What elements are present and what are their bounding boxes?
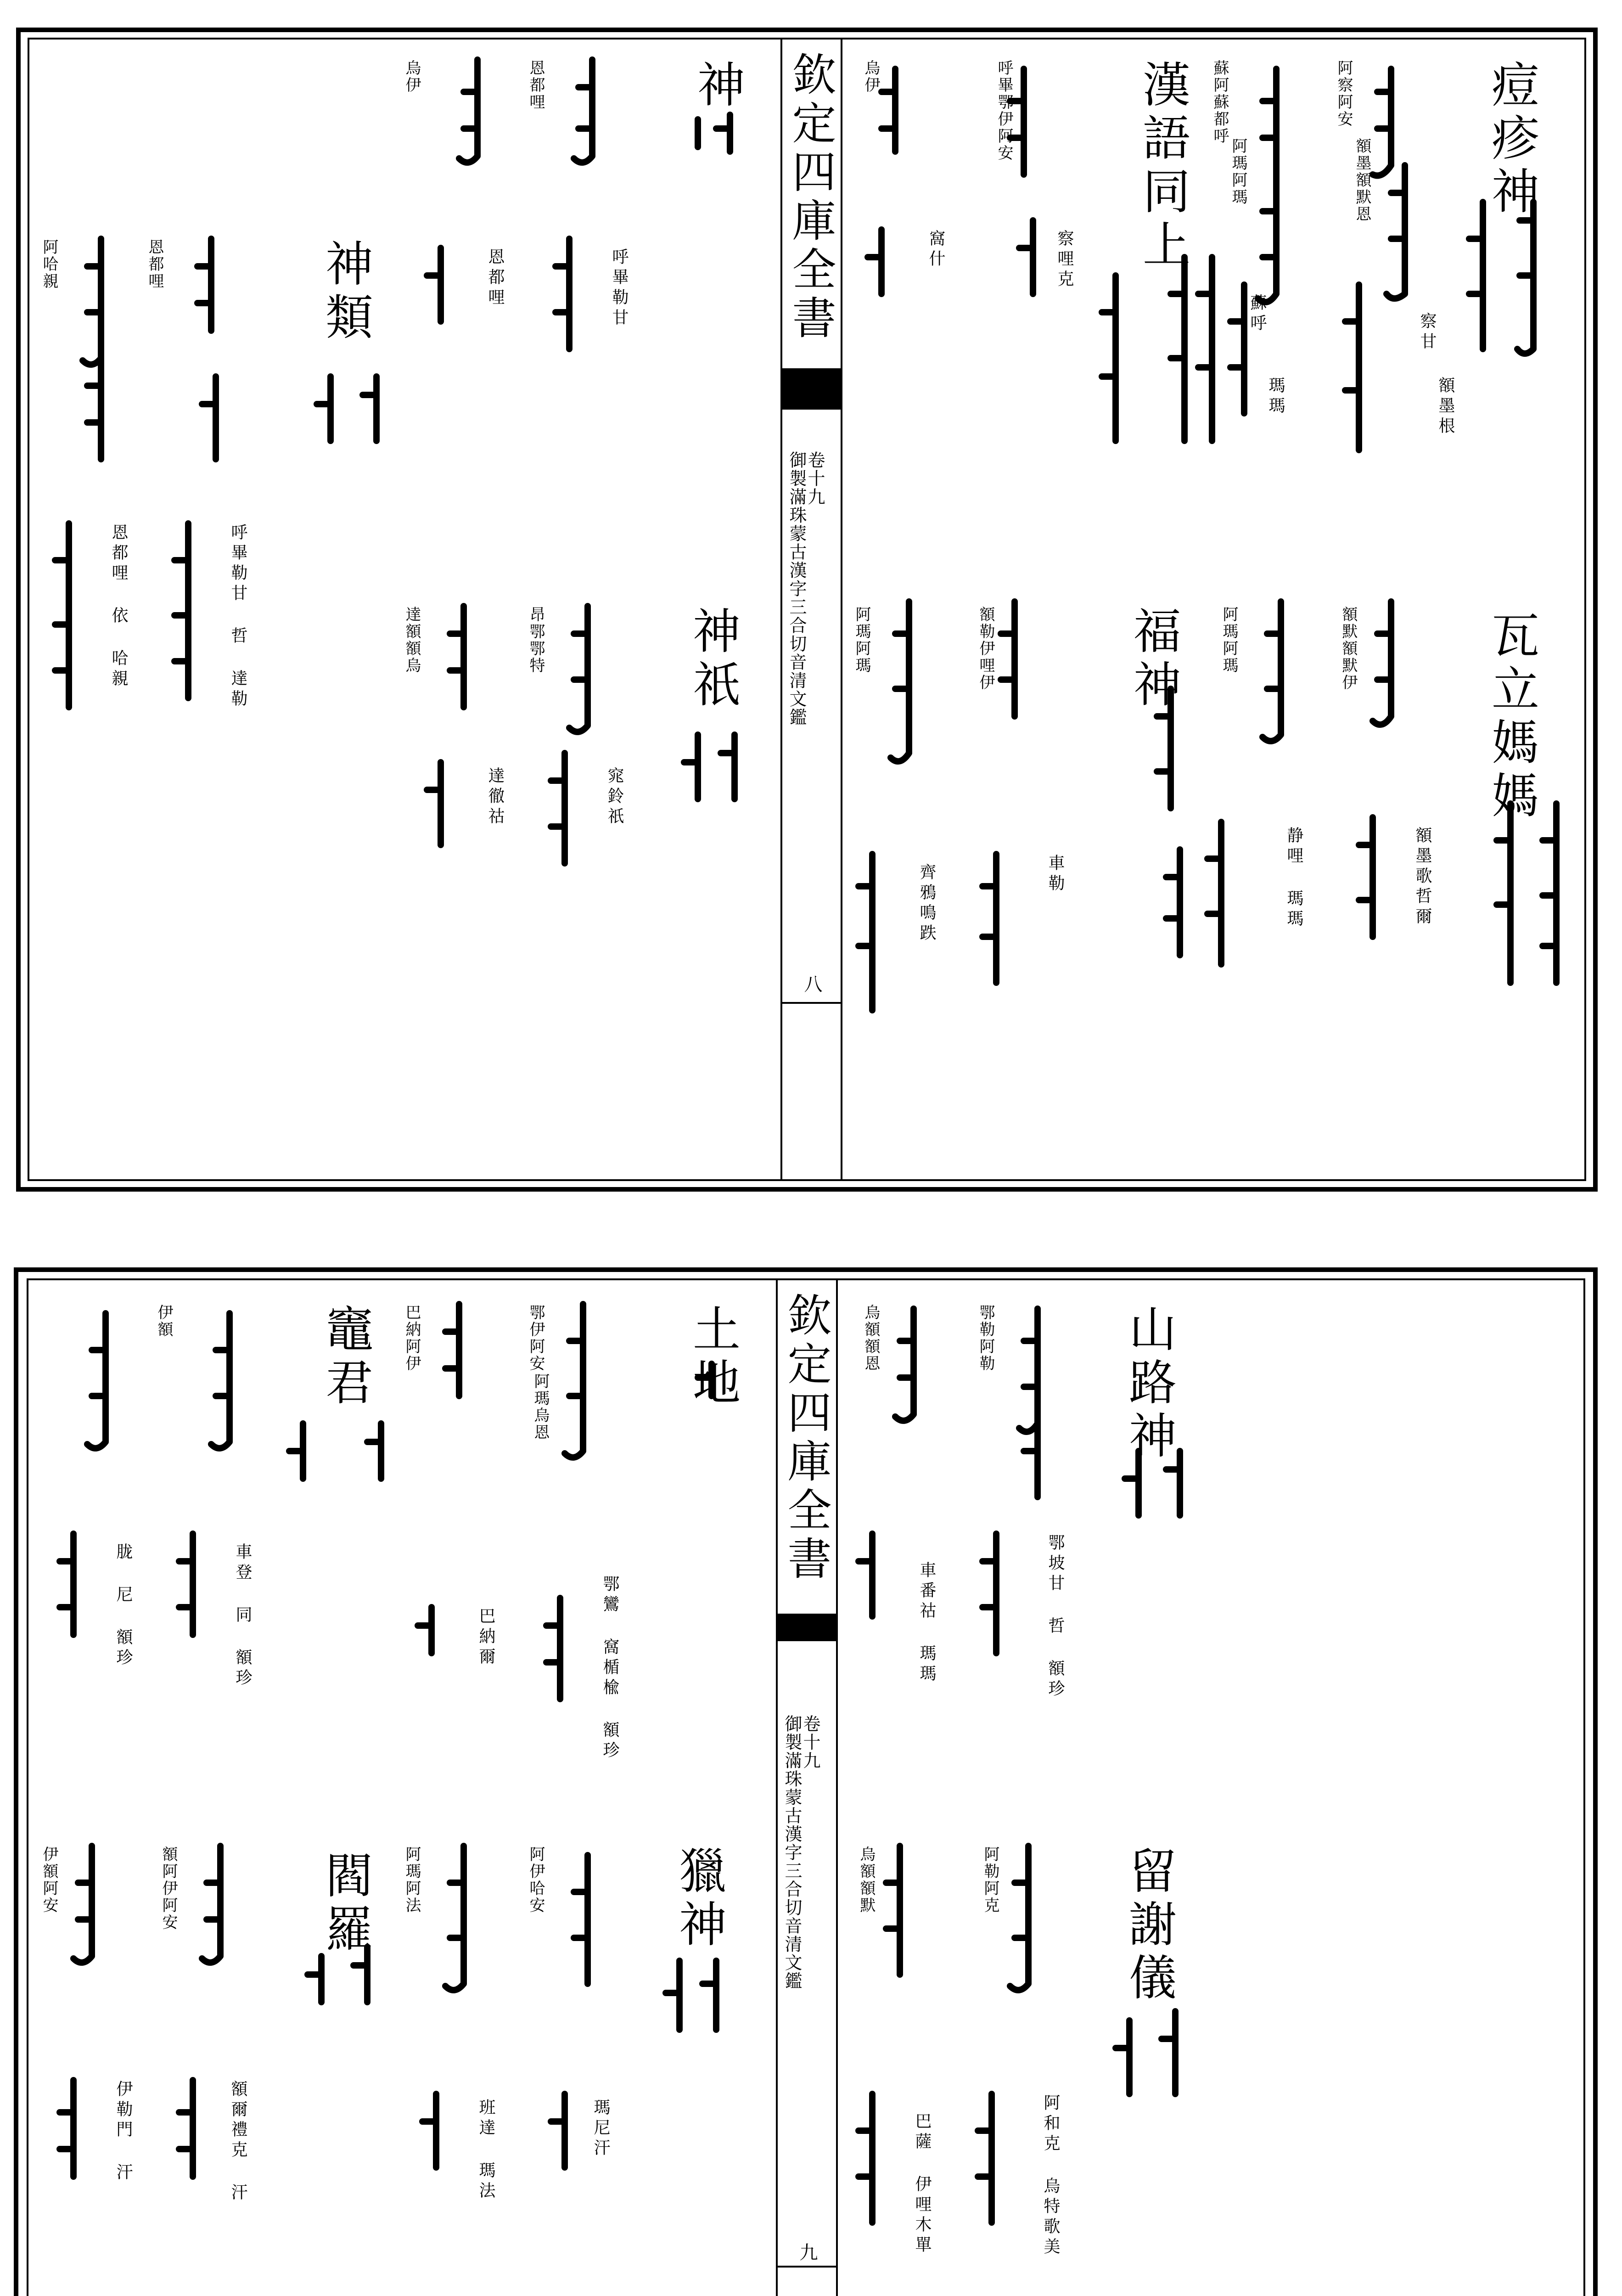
translit-1: 阿察阿安 [1335, 60, 1353, 128]
translit-1: 鄂伊阿安 [527, 1304, 545, 1372]
translit-2: 阿哈親 [40, 239, 58, 290]
translit-1: 阿伊哈安 [527, 1846, 545, 1914]
headword: 神類 [317, 239, 373, 345]
translit-2: 烏額額默 [857, 1846, 876, 1914]
gutter-chapter: 卷十九 [805, 451, 825, 506]
reading-1: 阿和克 烏特歌美 [1041, 2094, 1060, 2258]
translit-2: 額墨額默恩 [1353, 138, 1371, 223]
reading-1: 車勒 [1046, 854, 1065, 895]
reading-1: 察甘 [1418, 312, 1437, 353]
gutter-book-title: 御製滿珠蒙古漢字三合切音清文鑑 [782, 1715, 802, 1990]
gutter-folio: 九 [797, 2243, 818, 2261]
reading-2: 窩什 [926, 230, 945, 270]
headword: 留謝儀 [1121, 1846, 1177, 2006]
reading-2: 達徹祜 [486, 767, 505, 827]
bottom-spread [0, 1240, 1622, 2296]
reading-1: 察哩克 [1055, 230, 1074, 290]
headword: 閻羅 [317, 1851, 373, 1957]
translit-1: 額阿伊阿安 [159, 1846, 178, 1931]
headword: 福神 [1125, 606, 1181, 713]
reading-2: 恩都哩 依 哈親 [109, 523, 128, 690]
reading-1: 瑪尼汗 [591, 2099, 610, 2159]
gutter-folio: 八 [801, 974, 822, 993]
translit-1: 昂鄂鄂特 [527, 606, 545, 674]
gutter-volume-title: 欽定四庫全書 [785, 51, 836, 343]
translit-1: 巴納阿伊 [403, 1304, 421, 1372]
translit-1: 阿勒阿克 [981, 1846, 999, 1914]
headword: 瓦立媽媽 [1483, 611, 1539, 824]
translit-2: 達額額烏 [403, 606, 421, 674]
translit-2: 伊額 [155, 1304, 173, 1338]
reading-2: 巴納爾 [477, 1607, 495, 1668]
gutter-volume-title: 欽定四庫全書 [780, 1292, 832, 1584]
translit-2: 阿瑪烏恩 [531, 1373, 550, 1441]
reading-2: 齊鴉鳴跌 [917, 863, 936, 944]
translit-1: 蘇阿蘇都呼 [1211, 60, 1229, 145]
reading-1: 鄂坡甘 哲 額珍 [1046, 1534, 1065, 1700]
reading-2: 巴薩 伊哩木單 [913, 2112, 932, 2256]
reading-2: 恩都哩 [486, 248, 505, 309]
translit-1: 鄂勒阿勒 [977, 1304, 995, 1372]
reading-2: 班達 瑪法 [477, 2099, 495, 2202]
translit-2: 烏伊 [403, 60, 421, 94]
translit-1: 額默額默伊 [1339, 606, 1358, 691]
reading-1: 額爾禮克 汗 [229, 2080, 247, 2204]
script-strokes-bottom [0, 1240, 1622, 2296]
headword: 漢語同上 [1134, 60, 1190, 273]
translit-2: 烏伊 [862, 60, 880, 94]
translit-1: 恩都哩 [527, 60, 545, 111]
headword: 獵神 [671, 1846, 727, 1953]
reading-1: 額墨歌哲爾 [1413, 827, 1432, 928]
headword: 竈君 [317, 1304, 373, 1411]
reading-1: 呼畢勒甘 哲 達勒 [229, 523, 247, 710]
reading-1: 蘇呼 [1248, 294, 1267, 334]
headword: 山路神 [1121, 1304, 1177, 1464]
headword: 神 [689, 60, 745, 113]
translit-2: 阿瑪阿瑪 [1220, 606, 1238, 674]
translit-1: 呼畢鄂伊阿安 [995, 60, 1013, 162]
gutter-book-title: 御製滿珠蒙古漢字三合切音清文鑑 [786, 451, 807, 726]
translit-2: 烏額額恩 [862, 1304, 880, 1372]
translit-1: 恩都哩 [146, 239, 164, 290]
headword: 神祇 [685, 606, 741, 713]
reading-2: 胧 尼 額珍 [114, 1543, 133, 1669]
reading-1: 窕鈴祇 [605, 767, 624, 827]
reading-1: 呼畢勒甘 [610, 248, 629, 329]
translit-2: 阿瑪阿瑪 [853, 606, 871, 674]
translit-2: 伊額阿安 [40, 1846, 58, 1914]
translit-2: 阿瑪阿法 [403, 1846, 421, 1914]
headword: 痘疹神 [1483, 60, 1539, 219]
gutter-chapter: 卷十九 [800, 1715, 820, 1770]
reading-1: 車登 同 額珍 [233, 1543, 252, 1689]
reading-1: 鄂鸞 窩楯楡 額珍 [601, 1575, 619, 1761]
reading-2: 車番祜 瑪瑪 [917, 1561, 936, 1685]
reading-2: 静哩 瑪瑪 [1285, 827, 1303, 930]
reading-2: 伊勒門 汗 [114, 2080, 133, 2183]
translit-1: 額勒伊哩伊 [977, 606, 995, 691]
headword: 土地 [685, 1304, 741, 1411]
reading-2: 瑪瑪 [1266, 377, 1285, 417]
reading-2: 額墨根 [1436, 377, 1455, 437]
translit-2: 阿瑪阿瑪 [1229, 138, 1247, 206]
